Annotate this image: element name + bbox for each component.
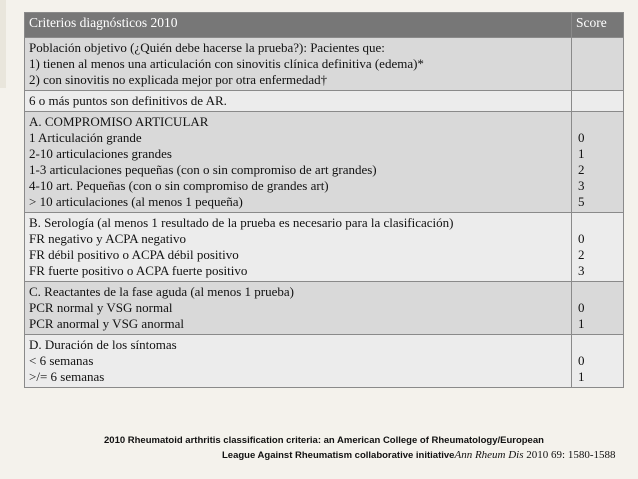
- criteria-cell: [25, 335, 572, 388]
- row-text: < 6 semanas: [29, 353, 94, 368]
- row-text: 2-10 articulaciones grandes: [29, 146, 172, 161]
- criteria-table: [24, 12, 624, 388]
- criteria-cell: [25, 112, 572, 213]
- section-title: C. Reactantes de la fase aguda (al menos 1 prueba): [29, 284, 294, 299]
- section-title: D. Duración de los síntomas: [29, 337, 177, 352]
- row-text: 1-3 articulaciones pequeñas (con o sin compromiso de art grandes): [29, 162, 377, 177]
- score-cell: [572, 112, 624, 213]
- score-cell: [572, 91, 624, 112]
- row-text: 1) tienen al menos una articulación con sinovitis clínica definitiva (edema)*: [29, 56, 424, 71]
- row-text: 6 o más puntos son definitivos de AR.: [29, 93, 227, 108]
- row-text: >/= 6 semanas: [29, 369, 105, 384]
- citation-title-end: League Against Rheumatism collaborative initiative: [222, 450, 455, 461]
- score-value: 1: [578, 316, 585, 331]
- row-text: FR negativo y ACPA negativo: [29, 231, 186, 246]
- row-text: FR débil positivo o ACPA débil positivo: [29, 247, 239, 262]
- section-title: A. COMPROMISO ARTICULAR: [29, 114, 209, 129]
- header-score: Score: [572, 13, 624, 38]
- score-value: 3: [578, 178, 585, 193]
- criteria-cell: [25, 282, 572, 335]
- score-value: 0: [578, 300, 585, 315]
- table-row-threshold: [25, 91, 624, 112]
- score-value: 1: [578, 369, 585, 384]
- citation-journal: Ann Rheum Dis: [454, 449, 524, 461]
- row-text: 4-10 art. Pequeñas (con o sin compromiso de grandes art): [29, 178, 329, 193]
- citation-line-1: 2010 Rheumatoid arthritis classification criteria: an American College of Rheumatology/European: [104, 435, 544, 446]
- criteria-cell: [25, 91, 572, 112]
- row-text: 1 Articulación grande: [29, 130, 142, 145]
- score-value: 2: [578, 247, 585, 262]
- table-row-duration: [25, 335, 624, 388]
- citation-volume: 2010 69: 1580-1588: [523, 449, 616, 461]
- score-cell: [572, 335, 624, 388]
- criteria-cell: [25, 213, 572, 282]
- table-row-acute-phase: [25, 282, 624, 335]
- score-value: 0: [578, 353, 585, 368]
- row-text: 2) con sinovitis no explicada mejor por otra enfermedad†: [29, 72, 328, 87]
- table-header-row: [25, 13, 624, 38]
- score-cell: [572, 282, 624, 335]
- table-row-target-population: [25, 38, 624, 91]
- score-value: 0: [578, 231, 585, 246]
- score-value: 2: [578, 162, 585, 177]
- score-value: 3: [578, 263, 585, 278]
- row-text: FR fuerte positivo o ACPA fuerte positivo: [29, 263, 248, 278]
- row-text: > 10 articulaciones (al menos 1 pequeña): [29, 194, 243, 209]
- row-text: PCR normal y VSG normal: [29, 300, 173, 315]
- row-text: Población objetivo (¿Quién debe hacerse la prueba?): Pacientes que:: [29, 40, 385, 55]
- slide-corner-tab: [0, 0, 6, 88]
- criteria-cell: [25, 38, 572, 91]
- table-row-joint-involvement: [25, 112, 624, 213]
- score-value: 5: [578, 194, 585, 209]
- table-row-serology: [25, 213, 624, 282]
- section-title: B. Serología (al menos 1 resultado de la prueba es necesario para la clasificación): [29, 215, 454, 230]
- score-cell: [572, 38, 624, 91]
- citation-line-2: [222, 448, 616, 463]
- score-cell: [572, 213, 624, 282]
- score-value: 0: [578, 130, 585, 145]
- row-text: PCR anormal y VSG anormal: [29, 316, 185, 331]
- header-criteria: Criterios diagnósticos 2010: [25, 13, 572, 38]
- score-value: 1: [578, 146, 585, 161]
